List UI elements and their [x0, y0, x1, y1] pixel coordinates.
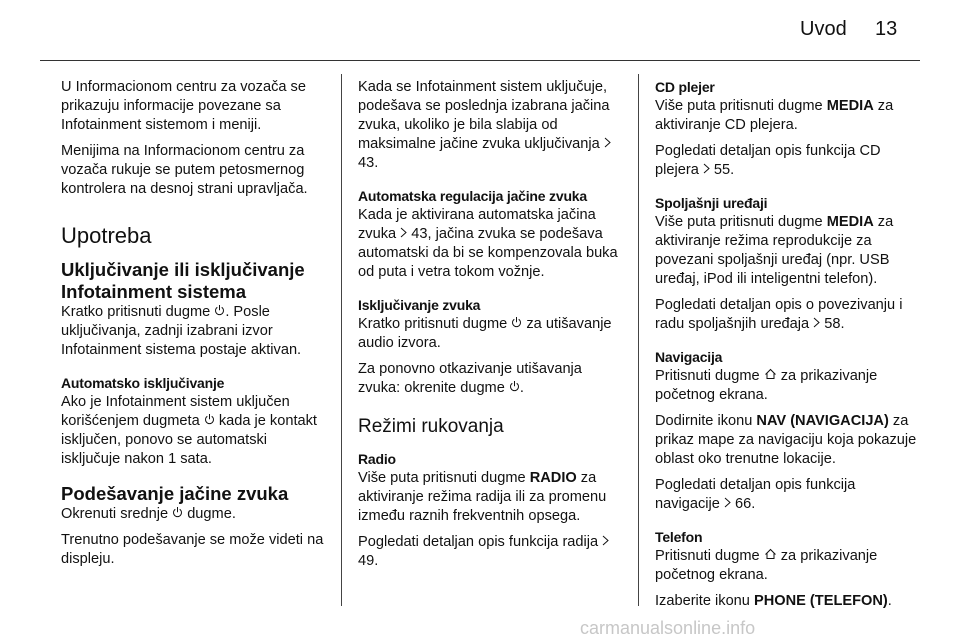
minor-heading: Telefon	[655, 529, 703, 545]
keyword: MEDIA	[826, 214, 874, 230]
page-header	[0, 0, 960, 60]
arrow-ref-icon	[604, 135, 611, 154]
watermark: carmanualsonline.info	[580, 618, 756, 638]
paragraph: Pritisnuti dugme za prikazivanje početnog ekrana.	[655, 368, 878, 403]
paragraph: Dodirnite ikonu NAV (NAVIGACIJA) za prikaz mape za navigaciju koja pokazuje oblast oko trenutne lokacije.	[655, 413, 917, 467]
subsection-heading: Režimi rukovanja	[358, 416, 504, 437]
paragraph: Kada se Infotainment sistem uključuje, podešava se poslednja izabrana jačina zvuka, ukoliko je bila slabija od maksimalne jačine zvuka uključivanja 43.	[358, 79, 610, 171]
paragraph: Kada je aktivirana automatska jačina zvuka 43, jačina zvuka se podešava automatski da bi se kompenzovala buka od puta i vetra tokom vožnje.	[358, 207, 618, 280]
paragraph: Više puta pritisnuti dugme RADIO za aktiviranje režima radija ili za promenu između raznih frekventnih opsega.	[358, 470, 607, 524]
minor-heading: Navigacija	[655, 349, 723, 365]
column-divider	[341, 74, 342, 606]
paragraph: Izaberite ikonu PHONE (TELEFON).	[655, 593, 892, 609]
subsection-heading: Uključivanje ili isključivanje Infotainment sistema	[61, 259, 305, 302]
column-2	[358, 78, 622, 578]
keyword: NAV (NAVIGACIJA)	[756, 413, 889, 429]
page-title: Uvod	[800, 18, 847, 40]
arrow-ref-icon	[703, 161, 710, 180]
paragraph: U Informacionom centru za vozača se prikazuju informacije povezane sa Infotainment sistemom i meniji.	[61, 79, 306, 133]
paragraph: Pogledati detaljan opis funkcija CD plejera 55.	[655, 143, 881, 178]
section-heading: Upotreba	[61, 223, 152, 248]
power-icon	[214, 303, 225, 322]
minor-heading: Spoljašnji uređaji	[655, 195, 768, 211]
power-icon	[511, 315, 522, 334]
keyword: MEDIA	[826, 98, 874, 114]
column-divider	[638, 74, 639, 606]
minor-heading: CD plejer	[655, 79, 715, 95]
header-rule	[40, 60, 920, 61]
paragraph: Više puta pritisnuti dugme MEDIA za aktiviranje CD plejera.	[655, 98, 894, 133]
column-1	[61, 78, 325, 576]
home-icon	[764, 367, 777, 386]
paragraph: Ako je Infotainment sistem uključen korišćenjem dugmeta kada je kontakt isključen, ponovo se automatski isključuje nakon 1 sata.	[61, 394, 317, 467]
paragraph: Kratko pritisnuti dugme . Posle uključivanja, zadnji izabrani izvor Infotainment sistema postaje aktivan.	[61, 304, 302, 358]
power-icon	[172, 505, 183, 524]
paragraph: Za ponovno otkazivanje utišavanja zvuka: okrenite dugme .	[358, 361, 582, 396]
paragraph: Pogledati detaljan opis funkcija radija 49.	[358, 533, 622, 571]
arrow-ref-icon	[724, 495, 731, 514]
page-number: 13	[875, 18, 898, 40]
paragraph: Pogledati detaljan opis funkcija navigacije 66.	[655, 477, 856, 512]
paragraph: Menijima na Informacionom centru za vozača rukuje se putem petosmernog kontrolera na desnoj strani upravljača.	[61, 143, 308, 197]
minor-heading: Radio	[358, 451, 396, 467]
power-icon	[509, 379, 520, 398]
keyword: PHONE (TELEFON)	[753, 593, 888, 609]
paragraph: Više puta pritisnuti dugme MEDIA za aktiviranje režima reprodukcije za povezani spoljašnji uređaj (npr. USB uređaj, iPod ili inteligentni telefon).	[655, 214, 894, 287]
column-3	[655, 78, 919, 618]
paragraph: Pogledati detaljan opis o povezivanju i radu spoljašnjih uređaja 58.	[655, 297, 903, 332]
minor-heading: Automatska regulacija jačine zvuka	[358, 188, 587, 204]
arrow-ref-icon	[602, 533, 609, 552]
power-icon	[204, 412, 215, 431]
minor-heading: Isključivanje zvuka	[358, 297, 481, 313]
paragraph: Pritisnuti dugme za prikazivanje početnog ekrana.	[655, 548, 878, 583]
home-icon	[764, 547, 777, 566]
minor-heading: Automatsko isključivanje	[61, 375, 225, 391]
keyword: RADIO	[529, 470, 577, 486]
paragraph: Trenutno podešavanje se može videti na displeju.	[61, 532, 324, 567]
paragraph: Okrenuti srednje dugme.	[61, 506, 236, 522]
paragraph: Kratko pritisnuti dugme za utišavanje audio izvora.	[358, 316, 612, 351]
subsection-heading: Podešavanje jačine zvuka	[61, 483, 289, 504]
